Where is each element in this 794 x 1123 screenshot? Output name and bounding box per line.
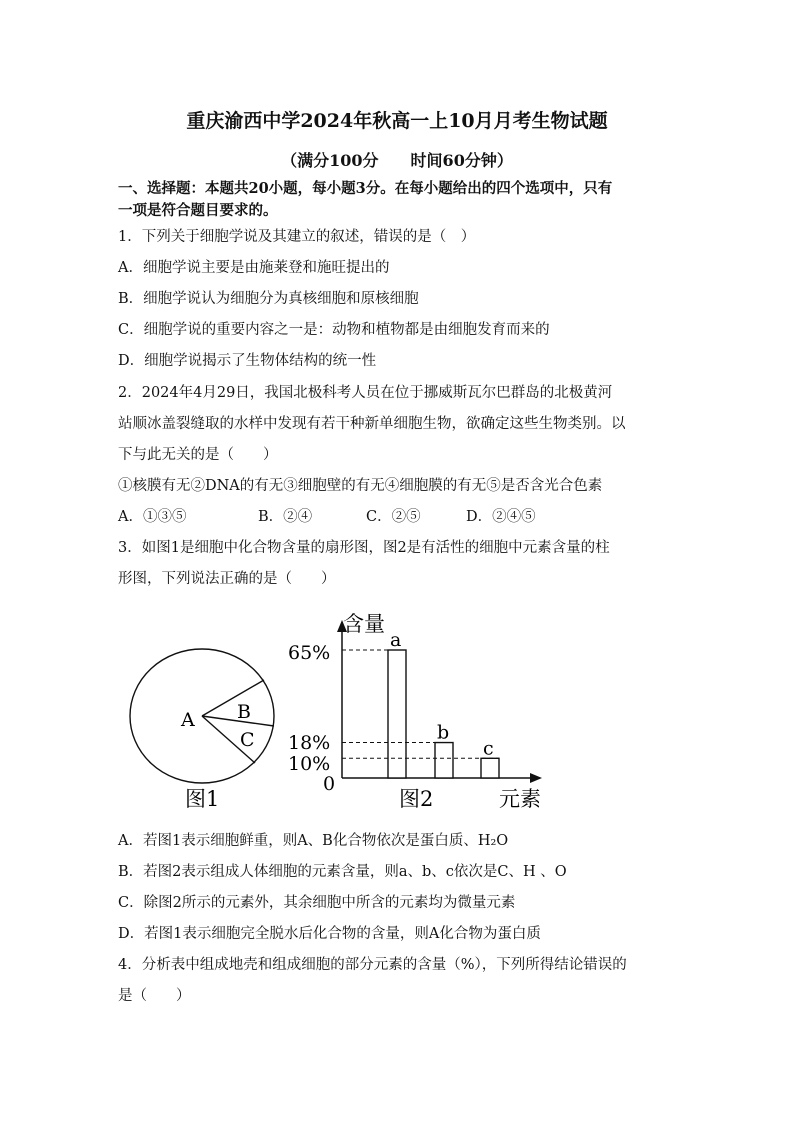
y-tick-10: 10%	[288, 753, 331, 775]
q3-stem-line1: 3．如图1是细胞中化合物含量的扇形图，图2是有活性的细胞中元素含量的柱	[118, 540, 610, 556]
q2-items: ①核膜有无②DNA的有无③细胞壁的有无④细胞膜的有无⑤是否含光合色素	[118, 478, 603, 494]
y-tick-18: 18%	[288, 732, 331, 754]
q2-option-a: A．①③⑤	[118, 509, 187, 525]
q2-option-c: C．②⑤	[366, 509, 421, 525]
q3-option-d: D．若图1表示细胞完全脱水后化合物的含量，则A化合物为蛋白质	[118, 926, 541, 942]
pie-chart-figure1	[130, 649, 274, 811]
q3-option-a: A．若图1表示细胞鲜重，则A、B化合物依次是蛋白质、H₂O	[118, 833, 509, 849]
pie-label-c: C	[240, 729, 255, 751]
q2-stem-line2: 站顺冰盖裂缝取的水样中发现有若干种新单细胞生物，欲确定这些生物类别。以	[118, 416, 626, 432]
figure1-caption: 图1	[185, 787, 220, 811]
q4-stem-line1: 4．分析表中组成地壳和组成细胞的部分元素的含量（%），下列所得结论错误的	[118, 957, 627, 973]
bar-a	[388, 650, 406, 778]
pie-label-b: B	[237, 701, 251, 723]
bar-label-a: a	[390, 629, 402, 651]
q1-option-b: B．细胞学说认为细胞分为真核细胞和原核细胞	[118, 291, 419, 307]
figures	[0, 600, 794, 820]
y-axis-label: 含量	[343, 612, 385, 636]
figure2-caption: 图2	[399, 787, 434, 811]
pie-label-a: A	[181, 709, 195, 731]
section-heading-line1: 一、选择题：本题共20小题，每小题3分。在每小题给出的四个选项中，只有	[118, 180, 613, 197]
bar-c	[481, 758, 499, 778]
q3-stem-line2: 形图，下列说法正确的是（ ）	[118, 571, 336, 587]
q1-stem: 1．下列关于细胞学说及其建立的叙述，错误的是（ ）	[118, 229, 476, 245]
bar-label-b: b	[437, 721, 450, 744]
x-axis-label: 元素	[499, 787, 541, 811]
y-tick-65: 65%	[288, 642, 331, 664]
bars	[342, 629, 499, 778]
q2-option-d: D．②④⑤	[466, 509, 536, 525]
section-heading-line2: 一项是符合题目要求的。	[118, 202, 278, 219]
q2-option-b: B．②④	[258, 509, 313, 525]
q3-option-b: B．若图2表示组成人体细胞的元素含量，则a、b、c依次是C、H 、O	[118, 864, 567, 880]
q1-option-d: D．细胞学说揭示了生物体结构的统一性	[118, 353, 377, 369]
q3-option-c: C．除图2所示的元素外，其余细胞中所含的元素均为微量元素	[118, 895, 516, 911]
q4-stem-line2: 是（ ）	[118, 988, 191, 1004]
bar-label-c: c	[483, 737, 494, 760]
x-axis-arrow	[530, 773, 542, 783]
bar-b	[435, 743, 453, 778]
exam-title: 重庆渝西中学2024年秋高一上10月月考生物试题	[186, 110, 608, 132]
q2-stem-line1: 2．2024年4月29日，我国北极科考人员在位于挪威斯瓦尔巴群岛的北极黄河	[118, 385, 613, 401]
pie-divider-1	[202, 680, 264, 716]
q1-option-a: A．细胞学说主要是由施莱登和施旺提出的	[118, 260, 390, 276]
exam-subtitle: （满分100分 时间60分钟）	[281, 151, 513, 170]
y-tick-0: 0	[323, 773, 336, 795]
q2-stem-line3: 下与此无关的是（ ）	[118, 447, 278, 463]
bar-chart-figure2	[288, 612, 542, 811]
q1-option-c: C．细胞学说的重要内容之一是：动物和植物都是由细胞发育而来的	[118, 322, 550, 338]
q2-options	[118, 507, 536, 527]
